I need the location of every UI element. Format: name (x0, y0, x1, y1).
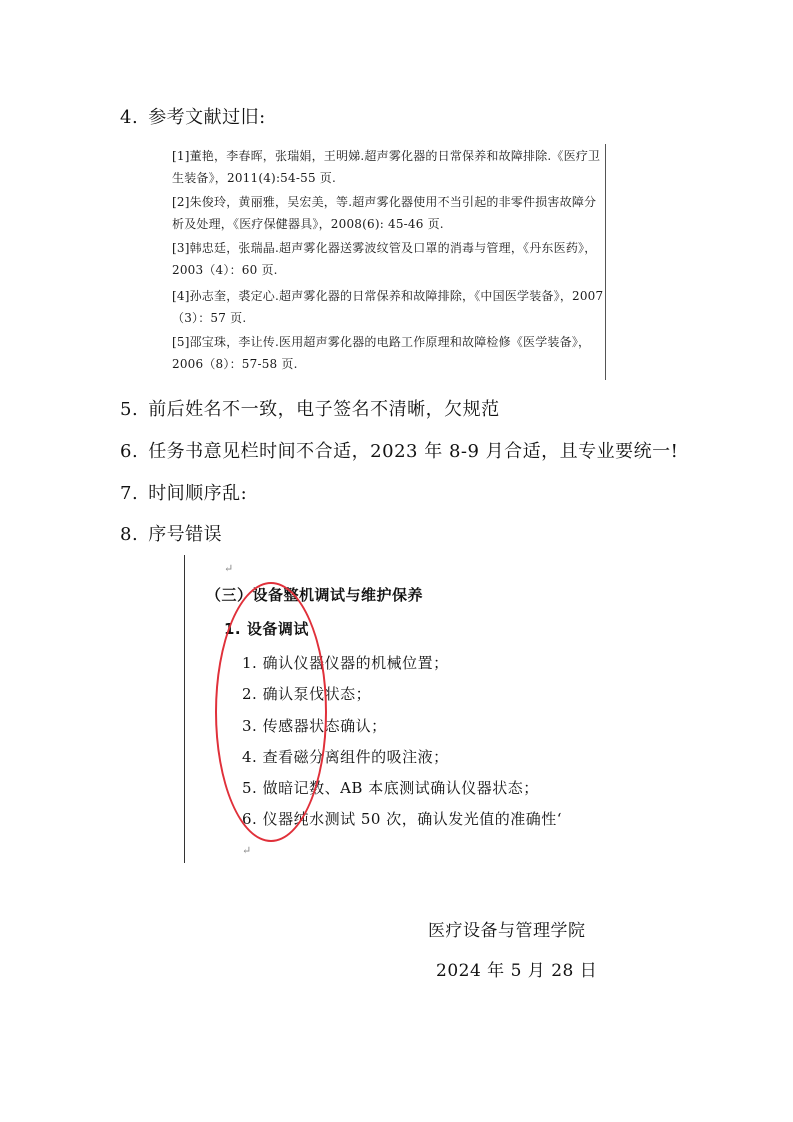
reference-line: 生装备》，2011(4):54-55 页. (172, 171, 337, 185)
step-line: 2. 确认泵伐状态； (242, 685, 372, 703)
reference-list-excerpt (160, 144, 606, 380)
reference-line: 2006（8）：57-58 页. (172, 357, 298, 371)
review-item-4 (120, 106, 266, 130)
section-subheading: 1. 设备调试 (224, 620, 309, 638)
footer-org: 医疗设备与管理学院 (428, 921, 586, 941)
reference-line: 2003（4）：60 页. (172, 263, 278, 277)
item-number: 6. (120, 441, 139, 462)
section-heading: （三）设备整机调试与维护保养 (206, 586, 424, 604)
step-line: 1. 确认仪器仪器的机械位置； (242, 654, 449, 672)
reference-line: （3）：57 页. (172, 311, 247, 325)
item-number: 4. (120, 107, 139, 128)
review-item-8 (120, 523, 222, 547)
reference-line: [3]韩忠廷，张瑞晶.超声雾化器送雾波纹管及口罩的消毒与管理，《丹东医药》， (172, 241, 597, 255)
item-number: 5. (120, 399, 139, 420)
reference-line: [5]邵宝珠，李让传.医用超声雾化器的电路工作原理和故障检修《医学装备》， (172, 335, 591, 349)
item-text: 前后姓名不一致，电子签名不清晰，欠规范 (148, 399, 500, 420)
excerpt-border (184, 555, 185, 863)
annotation-circle (215, 582, 327, 842)
review-item-6 (120, 440, 678, 464)
footer-date: 2024 年 5 月 28 日 (436, 961, 598, 981)
item-number: 7. (120, 483, 139, 504)
item-text: 序号错误 (148, 524, 223, 545)
item-text: 参考文献过旧: (148, 107, 266, 128)
paragraph-mark: ↵ (242, 844, 252, 857)
reference-line: [1]董艳，李春晖，张瑞娟，王明娣.超声雾化器的日常保养和故障排除.《医疗卫 (172, 149, 601, 163)
reference-line: 析及处理，《医疗保健器具》，2008(6): 45-46 页. (172, 217, 444, 231)
item-text: 任务书意见栏时间不合适，2023 年 8-9 月合适，且专业要统一! (148, 441, 679, 462)
paragraph-mark: ↵ (224, 562, 234, 575)
excerpt-border (605, 144, 606, 380)
reference-line: [4]孙志奎，裘定心.超声雾化器的日常保养和故障排除，《中国医学装备》，2007 (172, 289, 604, 303)
item-number: 8. (120, 524, 139, 545)
step-line: 4. 查看磁分离组件的吸注液； (242, 748, 449, 766)
step-line: 5. 做暗记数、AB 本底测试确认仪器状态； (242, 779, 539, 797)
reference-line: [2]朱俊玲，黄丽雅，吴宏美，等.超声雾化器使用不当引起的非零件损害故障分 (172, 195, 597, 209)
step-line: 6. 仪器纯水测试 50 次，确认发光值的准确性‘ (242, 810, 562, 828)
step-line: 3. 传感器状态确认； (242, 717, 387, 735)
review-item-7 (120, 482, 247, 506)
item-text: 时间顺序乱: (148, 483, 248, 504)
review-item-5 (120, 398, 500, 422)
